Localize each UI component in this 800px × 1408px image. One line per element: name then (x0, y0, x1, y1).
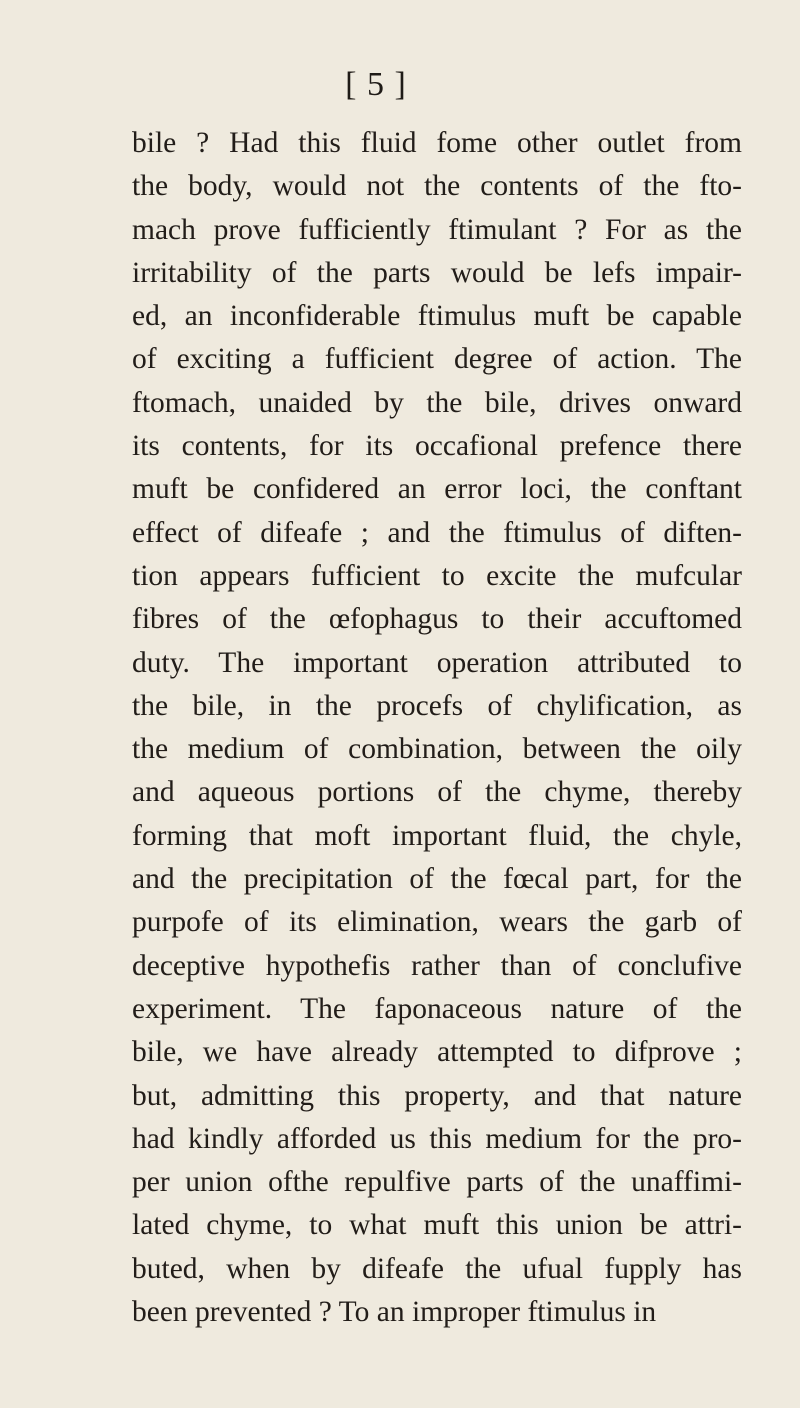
text-line: bile, we have already attempted to difprove ; (132, 1036, 742, 1069)
text-line: lated chyme, to what muft this union be attri- (132, 1209, 742, 1242)
text-line: ftomach, unaided by the bile, drives onward (132, 386, 742, 419)
text-line: effect of difeafe ; and the ftimulus of diften- (132, 516, 742, 549)
text-line: been prevented ? To an improper ftimulus in (132, 1296, 657, 1329)
text-line: ed, an inconfiderable ftimulus muft be capable (132, 300, 742, 333)
text-line: had kindly afforded us this medium for the pro- (132, 1122, 742, 1155)
text-line: the medium of combination, between the oily (132, 733, 742, 766)
text-line: buted, when by difeafe the ufual fupply has (132, 1252, 742, 1285)
text-line: and the precipitation of the fœcal part, for the (132, 863, 742, 896)
text-line: of exciting a fufficient degree of action. The (132, 343, 742, 376)
text-line: purpofe of its elimination, wears the garb of (132, 906, 742, 939)
text-line: irritability of the parts would be lefs impair- (132, 256, 742, 289)
text-line: its contents, for its occafional prefence there (132, 430, 742, 463)
text-line: forming that moft important fluid, the chyle, (132, 819, 742, 852)
text-line: but, admitting this property, and that nature (132, 1079, 742, 1112)
text-line: the body, would not the contents of the fto- (132, 170, 742, 203)
text-line: the bile, in the procefs of chylification, as (132, 689, 742, 722)
text-line: deceptive hypothefis rather than of conclufive (132, 949, 742, 982)
text-line: experiment. The faponaceous nature of the (132, 992, 742, 1025)
text-line: duty. The important operation attributed to (132, 646, 742, 679)
body-text (132, 122, 742, 1334)
text-line: bile ? Had this fluid fome other outlet from (132, 127, 742, 159)
page-number: [ 5 ] (345, 66, 407, 103)
text-line: fibres of the œfophagus to their accuftomed (132, 603, 742, 636)
text-line: mach prove fufficiently ftimulant ? For as the (132, 213, 742, 246)
text-line: per union ofthe repulfive parts of the unaffimi- (132, 1166, 742, 1199)
text-line: muft be confidered an error loci, the conftant (132, 473, 742, 506)
text-line: and aqueous portions of the chyme, thereby (132, 776, 742, 809)
text-line: tion appears fufficient to excite the mufcular (132, 559, 742, 592)
